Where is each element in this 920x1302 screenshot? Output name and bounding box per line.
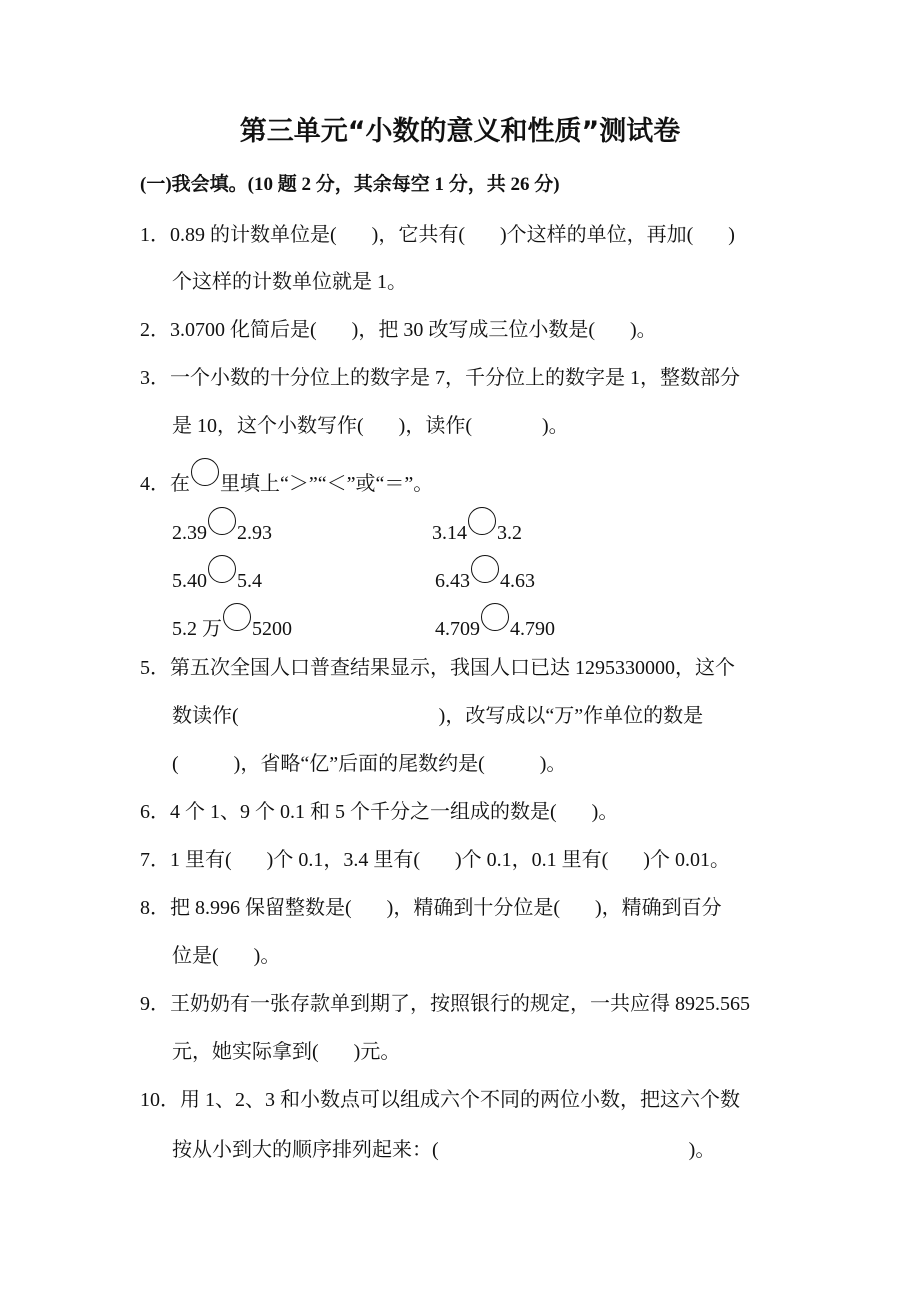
compare-left: 5.40: [172, 570, 207, 592]
answer-circle[interactable]: [481, 603, 509, 631]
question-10-line-2: 按从小到大的顺序排列起来：( )。: [172, 1139, 716, 1161]
compare-left: 2.39: [172, 522, 207, 544]
question-2: 2．3.0700 化简后是( )，把 30 改写成三位小数是( )。: [140, 319, 657, 341]
compare-item: [435, 611, 555, 641]
answer-circle[interactable]: [223, 603, 251, 631]
question-5-line-2: 数读作( )，改写成以“万”作单位的数是: [172, 705, 704, 727]
answer-circle[interactable]: [471, 555, 499, 583]
question-8-line-1: 8．把 8.996 保留整数是( )，精确到十分位是( )，精确到百分: [140, 897, 722, 919]
question-5-line-3: ( )，省略“亿”后面的尾数约是( )。: [172, 753, 567, 775]
page-title: 第三单元“小数的意义和性质”测试卷: [239, 116, 681, 147]
q4-suffix: 里填上“＞”“＜”或“＝”。: [220, 473, 434, 495]
section-heading: (一)我会填。(10 题 2 分，其余每空 1 分，共 26 分): [140, 174, 560, 195]
compare-item: [172, 563, 262, 593]
compare-left: 6.43: [435, 570, 470, 592]
compare-right: 2.93: [237, 522, 272, 544]
question-4-prompt: [140, 466, 433, 496]
compare-right: 5200: [252, 618, 292, 640]
answer-circle[interactable]: [468, 507, 496, 535]
compare-item: [435, 563, 535, 593]
question-10-line-1: 10．用 1、2、3 和小数点可以组成六个不同的两位小数，把这六个数: [140, 1089, 740, 1111]
question-8-line-2: 位是( )。: [172, 945, 281, 967]
compare-left: 3.14: [432, 522, 467, 544]
compare-item: [172, 515, 272, 545]
compare-item: [172, 611, 292, 641]
question-7: 7．1 里有( )个 0.1，3.4 里有( )个 0.1，0.1 里有( )个 0.01。: [140, 849, 730, 871]
compare-left: 5.2 万: [172, 618, 222, 640]
circle-icon: [191, 458, 219, 486]
compare-right: 4.63: [500, 570, 535, 592]
answer-circle[interactable]: [208, 507, 236, 535]
question-5-line-1: 5．第五次全国人口普查结果显示，我国人口已达 1295330000，这个: [140, 657, 735, 679]
question-1-line-2: 个这样的计数单位就是 1。: [172, 271, 407, 293]
question-6: 6．4 个 1、9 个 0.1 和 5 个千分之一组成的数是( )。: [140, 801, 619, 823]
q4-prefix: 4．在: [140, 473, 190, 495]
question-9-line-2: 元，她实际拿到( )元。: [172, 1041, 401, 1063]
question-3-line-2: 是 10，这个小数写作( )，读作( )。: [172, 415, 569, 437]
question-9-line-1: 9．王奶奶有一张存款单到期了，按照银行的规定，一共应得 8925.565: [140, 993, 750, 1015]
compare-right: 4.790: [510, 618, 555, 640]
compare-right: 5.4: [237, 570, 262, 592]
compare-left: 4.709: [435, 618, 480, 640]
answer-circle[interactable]: [208, 555, 236, 583]
compare-item: [432, 515, 522, 545]
compare-right: 3.2: [497, 522, 522, 544]
question-3-line-1: 3．一个小数的十分位上的数字是 7，千分位上的数字是 1，整数部分: [140, 367, 740, 389]
question-1-line-1: 1．0.89 的计数单位是( )，它共有( )个这样的单位，再加( ): [140, 224, 735, 246]
